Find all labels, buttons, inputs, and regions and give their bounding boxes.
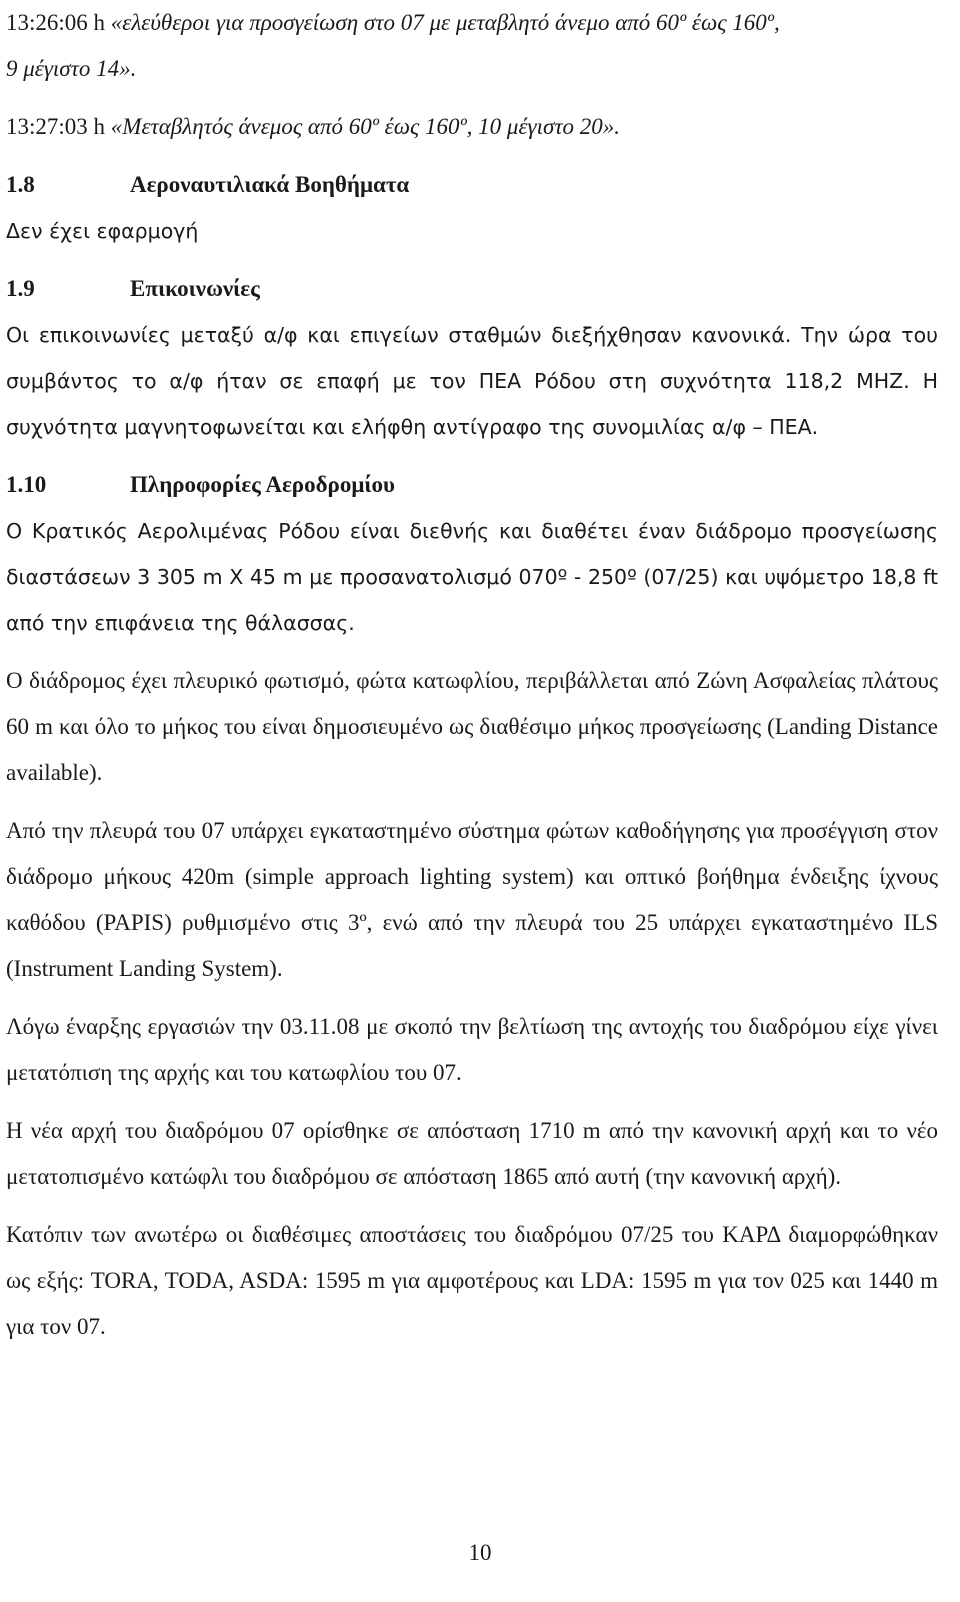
section-paragraph: Από την πλευρά του 07 υπάρχει εγκαταστημένο σύστημα φώτων καθοδήγησης για προσέγγιση στον διάδρομο μήκους 420m (simple approach lighting system) και οπτικό βοήθημα ένδειξης ίχνους καθόδου (PAPIS) ρυθμισμένο στις 3º, ενώ από την πλευρά του 25 υπάρχει εγκαταστημένο ILS (Instrument Landing System). <box>6 818 938 981</box>
section-number: 1.8 <box>6 172 35 197</box>
section-heading-1-10 <box>6 462 938 508</box>
section-paragraph: Λόγω έναρξης εργασιών την 03.11.08 με σκοπό την βελτίωση της αντοχής του διαδρόμου είχε γίνει μετατόπιση της αρχής και του κατωφλίου του 07. <box>6 1014 938 1085</box>
page-number: 10 <box>468 1540 492 1565</box>
section-paragraph: Κατόπιν των ανωτέρω οι διαθέσιμες αποστάσεις του διαδρόμου 07/25 του ΚΑΡΔ διαμορφώθηκαν ως εξής: TORA, TODA, ASDA: 1595 m για αμφοτέρους και LDA: 1595 m για τον 025 και 1440 m για τον 07. <box>6 1222 938 1339</box>
section-text: Δεν έχει εφαρμογή <box>6 219 199 243</box>
report-line-1-continuation: 9 μέγιστο 14». <box>6 56 137 81</box>
section-number: 1.9 <box>6 276 35 301</box>
report-time: 13:27:03 h <box>6 114 111 139</box>
section-paragraph: Η νέα αρχή του διαδρόμου 07 ορίσθηκε σε απόσταση 1710 m από την κανονική αρχή και το νέο μετατοπισμένο κατώφλι του διαδρόμου σε απόσταση 1865 από αυτή (την κανονική αρχή). <box>6 1118 938 1189</box>
section-paragraph: Ο Κρατικός Αερολιμένας Ρόδου είναι διεθνής και διαθέτει έναν διάδρομο προσγείωσης διαστάσεων 3 305 m X 45 m με προσανατολισμό 070º - 250º (07/25) και υψόμετρο 18,8 ft από την επιφάνεια της θάλασσας. <box>6 519 938 635</box>
report-line-2 <box>6 104 938 150</box>
section-title: Αεροναυτιλιακά Βοηθήματα <box>130 172 410 197</box>
report-quote: «Μεταβλητός άνεμος από 60º έως 160º, 10 μέγιστο 20». <box>110 114 621 139</box>
section-paragraph: Ο διάδρομος έχει πλευρικό φωτισμό, φώτα κατωφλίου, περιβάλλεται από Ζώνη Ασφαλείας πλάτους 60 m και όλο το μήκος του είναι δημοσιευμένο ως διαθέσιμο μήκος προσγείωσης (Landing Distance available). <box>6 668 938 785</box>
section-paragraph: Οι επικοινωνίες μεταξύ α/φ και επιγείων σταθμών διεξήχθησαν κανονικά. Την ώρα του συμβάντος το α/φ ήταν σε επαφή με τον ΠΕΑ Ρόδου στη συχνότητα 118,2 MHZ. Η συχνότητα μαγνητοφωνείται και ελήφθη αντίγραφο της συνομιλίας α/φ – ΠΕΑ. <box>6 323 938 439</box>
document-page <box>6 0 938 1350</box>
report-line-1 <box>6 0 938 46</box>
section-heading-1-8 <box>6 162 938 208</box>
report-quote: «ελεύθεροι για προσγείωση στο 07 με μεταβλητό άνεμο από 60º έως 160º, <box>110 10 780 35</box>
section-heading-1-9 <box>6 266 938 312</box>
section-title: Πληροφορίες Αεροδρομίου <box>130 472 395 497</box>
report-time: 13:26:06 h <box>6 10 111 35</box>
section-title: Επικοινωνίες <box>130 276 260 301</box>
section-number: 1.10 <box>6 472 47 497</box>
